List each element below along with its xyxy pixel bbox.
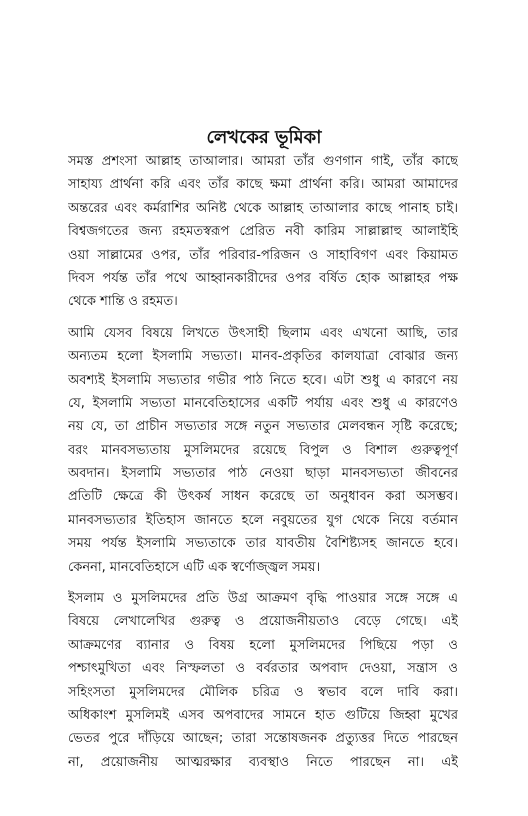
text-line: কেননা, মানবেতিহাসে এটি এক স্বর্ণোজ্জ্বল সময়। xyxy=(68,559,321,575)
text-line: যে, ইসলামি সভ্যতা মানবেতিহাসের একটি পর্যায় এবং শুধু এ কারণেও xyxy=(68,395,458,411)
paragraph xyxy=(68,150,458,314)
text-line: অন্যতম হলো ইসলামি সভ্যতা। মানব-প্রকৃতির কালযাত্রা বোঝার জন্য xyxy=(68,349,458,365)
text-line: অবদান। ইসলামি সভ্যতার পাঠ নেওয়া ছাড়া মানবসভ্যতা জীবনের xyxy=(68,466,458,482)
text-line: ইসলাম ও মুসলিমদের প্রতি উগ্র আক্রমণ বৃদ্ধি পাওয়ার সঙ্গে সঙ্গে এ xyxy=(68,591,458,607)
text-line: আমি যেসব বিষয়ে লিখতে উৎসাহী ছিলাম এবং এখনো আছি, তার xyxy=(68,325,458,341)
page-heading: লেখকের ভূমিকা xyxy=(206,127,322,148)
text-line: থেকে শান্তি ও রহমত। xyxy=(68,294,178,310)
text-line: নয় যে, তা প্রাচীন সভ্যতার সঙ্গে নতুন সভ্যতার মেলবন্ধন সৃষ্টি করেছে; xyxy=(68,419,458,435)
text-line: আক্রমণের ব্যানার ও বিষয় হলো মুসলিমদের পিছিয়ে পড়া ও xyxy=(68,637,458,653)
text-line: মানবসভ্যতার ইতিহাস জানতে হলে নবুয়তের যুগ থেকে নিয়ে বর্তমান xyxy=(68,512,458,528)
text-line: সাহায্য প্রার্থনা করি এবং তাঁর কাছে ক্ষমা প্রার্থনা করি। আমরা আমাদের xyxy=(68,177,458,193)
body-text xyxy=(68,150,458,782)
text-line: ওয়া সাল্লামের ওপর, তাঁর পরিবার-পরিজন ও সাহাবিগণ এবং কিয়ামত xyxy=(68,247,458,263)
text-line: প্রতিটি ক্ষেত্রে কী উৎকর্ষ সাধন করেছে তা অনুধাবন করা অসম্ভব। xyxy=(68,489,458,505)
text-line: সমস্ত প্রশংসা আল্লাহ তাআলার। আমরা তাঁর গুণগান গাই, তাঁর কাছে xyxy=(68,154,458,169)
text-line: অন্তরের এবং কর্মরাশির অনিষ্ট থেকে আল্লাহ তাআলার কাছে পানাহ চাই। xyxy=(68,200,458,216)
text-line: অবশ্যই ইসলামি সভ্যতার গভীর পাঠ নিতে হবে। এটা শুধু এ কারণে নয় xyxy=(68,372,458,388)
text-line: বরং মানবসভ্যতায় মুসলিমদের রয়েছে বিপুল ও বিশাল গুরুত্বপূর্ণ xyxy=(68,442,458,458)
text-line: দিবস পর্যন্ত তাঁর পথে আহ্বানকারীদের ওপর বর্ষিত হোক আল্লাহর পক্ষ xyxy=(68,270,458,286)
text-line: সময় পর্যন্ত ইসলামি সভ্যতাকে তার যাবতীয় বৈশিষ্ট্যসহ জানতে হবে। xyxy=(68,536,458,552)
text-line: বিশ্বজগতের জন্য রহমতস্বরূপ প্রেরিত নবী কারিম সাল্লাল্লাহু আলাইহি xyxy=(68,224,458,240)
paragraph xyxy=(68,322,458,579)
text-line: না, প্রয়োজনীয় আত্মরক্ষার ব্যবস্থাও নিতে পারছেন না। এই xyxy=(68,754,458,770)
text-line: অধিকাংশ মুসলিমই এসব অপবাদের সামনে হাত গুটিয়ে জিহ্বা মুখের xyxy=(68,707,458,723)
text-line: সহিংসতা মুসলিমদের মৌলিক চরিত্র ও স্বভাব বলে দাবি করা। xyxy=(68,684,458,700)
paragraph xyxy=(68,587,458,774)
text-line: ভেতর পুরে দাঁড়িয়ে আছেন; তারা সন্তোষজনক প্রত্যুত্তর দিতে পারছেন xyxy=(68,731,458,747)
text-line: বিষয়ে লেখালেখির গুরুত্ব ও প্রয়োজনীয়তাও বেড়ে গেছে। এই xyxy=(68,614,458,630)
text-line: পশ্চাৎমুখিতা এবং নিস্ফলতা ও বর্বরতার অপবাদ দেওয়া, সন্ত্রাস ও xyxy=(68,661,458,677)
